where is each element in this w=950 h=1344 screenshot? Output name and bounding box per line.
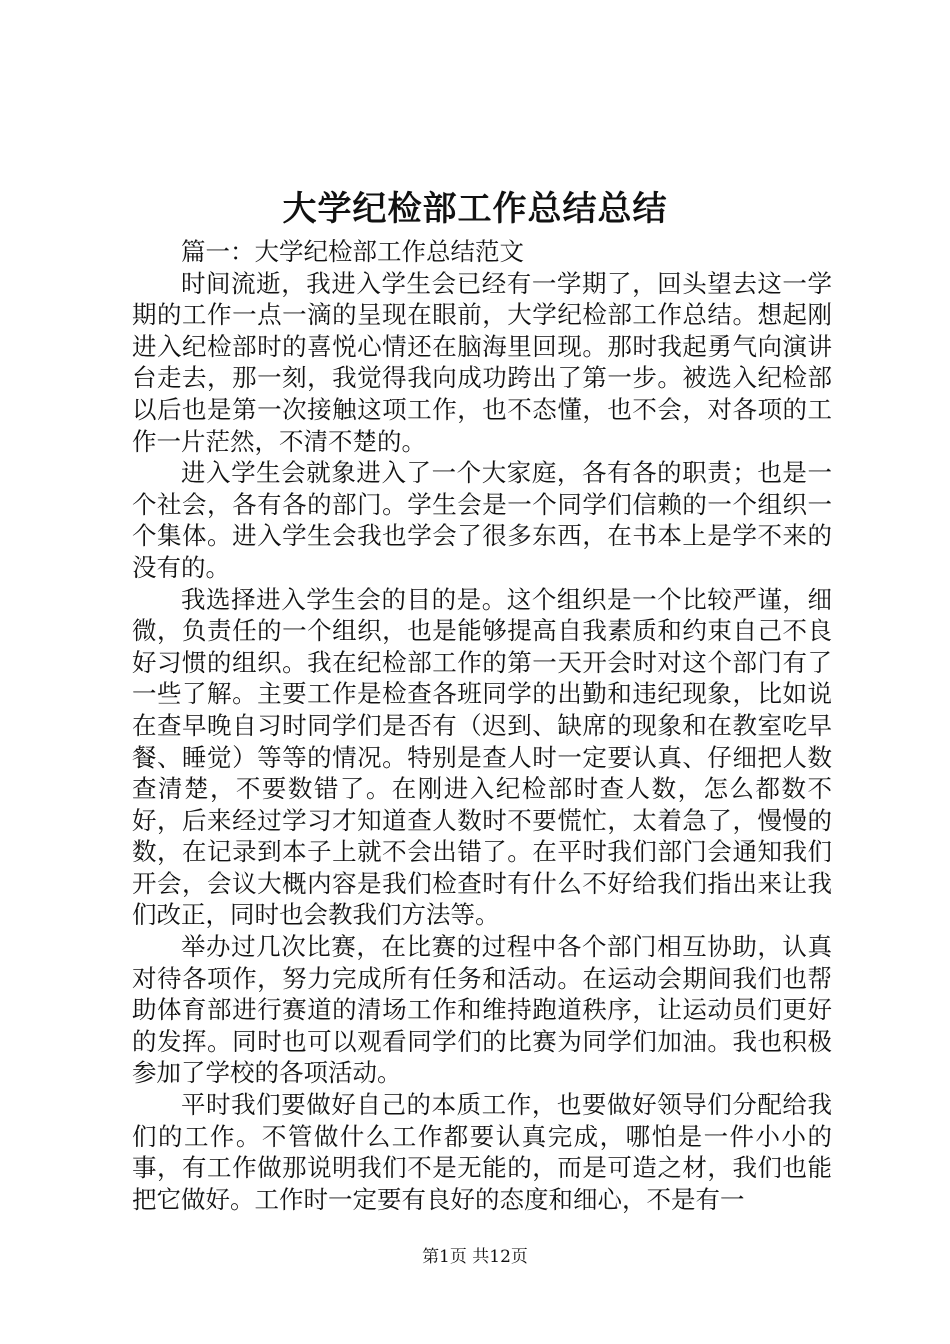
document-title: 大学纪检部工作总结总结 xyxy=(282,189,668,229)
section-heading: 篇一：大学纪检部工作总结范文 xyxy=(181,237,524,266)
paragraph: 进入学生会就象进入了一个大家庭，各有各的职责；也是一个社会，各有各的部门。学生会是一个同学们信赖的一个组织一个集体。进入学生会我也学会了很多东西，在书本上是学不来的没有的。 xyxy=(132,458,832,582)
paragraph: 举办过几次比赛，在比赛的过程中各个部门相互协助，认真对待各项作，努力完成所有任务和活动。在运动会期间我们也帮助体育部进行赛道的清场工作和维持跑道秩序，让运动员们更好的发挥。同时也可以观看同学们的比赛为同学们加油。我也积极参加了学校的各项活动。 xyxy=(132,932,832,1088)
document-body xyxy=(132,236,832,1215)
paragraph: 我选择进入学生会的目的是。这个组织是一个比较严谨，细微，负责任的一个组织，也是能够提高自我素质和约束自己不良好习惯的组织。我在纪检部工作的第一天开会时对这个部门有了一些了解。主要工作是检查各班同学的出勤和违纪现象，比如说在查早晚自习时同学们是否有（迟到、缺席的现象和在教室吃早餐、睡觉）等等的情况。特别是查人时一定要认真、仔细把人数查清楚，不要数错了。在刚进入纪检部时查人数，怎么都数不好，后来经过学习才知道查人数时不要慌忙，太着急了，慢慢的数，在记录到本子上就不会出错了。在平时我们部门会通知我们开会，会议大概内容是我们检查时有什么不好给我们指出来让我们改正，同时也会教我们方法等。 xyxy=(132,584,832,930)
paragraph: 平时我们要做好自己的本质工作，也要做好领导们分配给我们的工作。不管做什么工作都要认真完成，哪怕是一件小小的事，有工作做那说明我们不是无能的，而是可造之材，我们也能把它做好。工作时一定要有良好的态度和细心，不是有一 xyxy=(132,1090,832,1214)
paragraph: 时间流逝，我进入学生会已经有一学期了，回头望去这一学期的工作一点一滴的呈现在眼前，大学纪检部工作总结。想起刚进入纪检部时的喜悦心情还在脑海里回现。那时我起勇气向演讲台走去，那一刻，我觉得我向成功跨出了第一步。被选入纪检部以后也是第一次接触这项工作，也不态懂，也不会，对各项的工作一片茫然，不清不楚的。 xyxy=(132,268,832,456)
page-number-footer: 第1页 共12页 xyxy=(422,1247,528,1267)
